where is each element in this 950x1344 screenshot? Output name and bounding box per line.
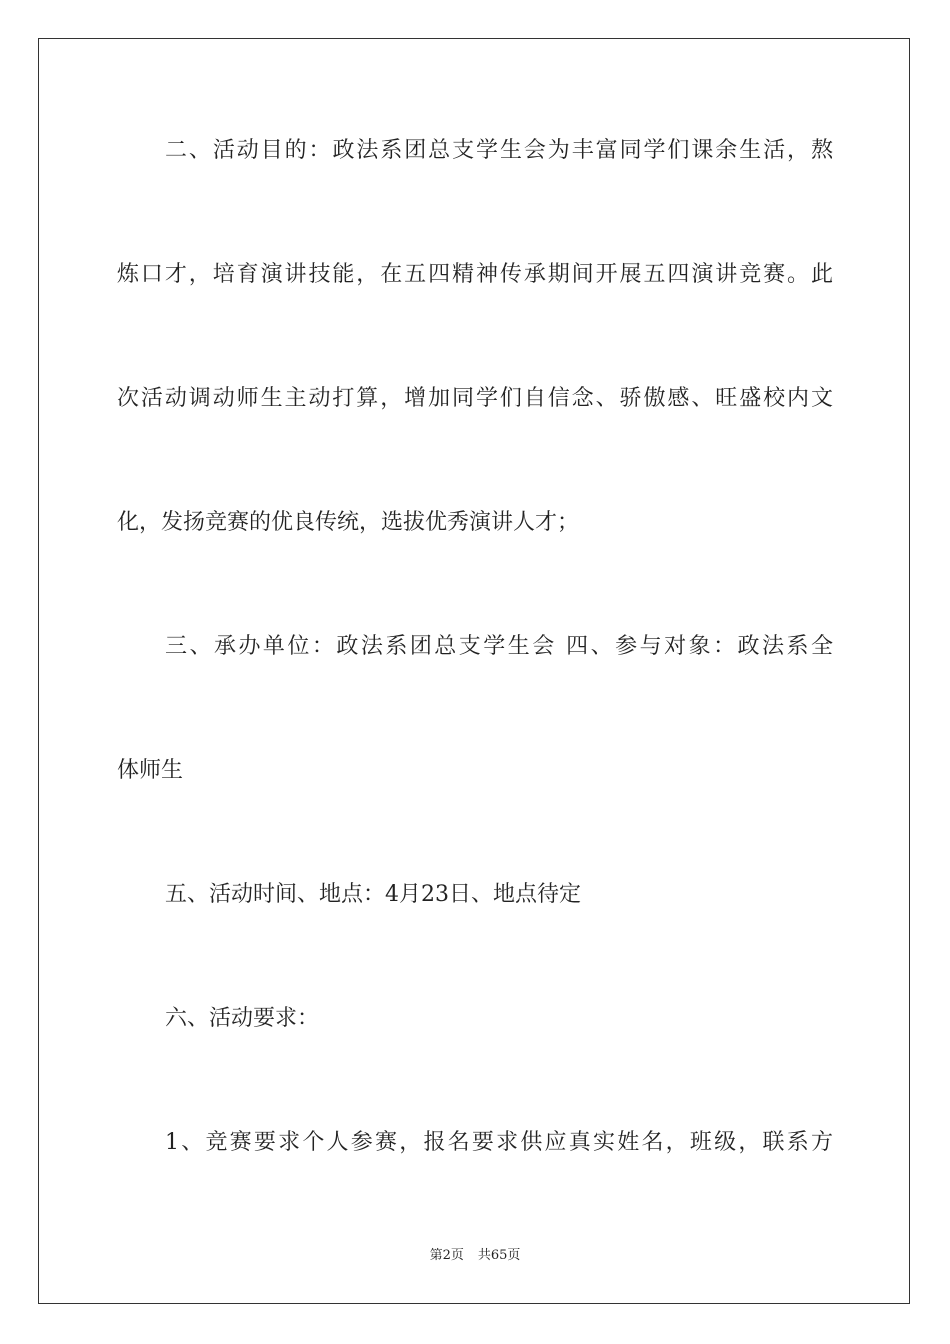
body-line-3: 次活动调动师生主动打算，增加同学们自信念、骄傲感、旺盛校内文 — [117, 386, 833, 411]
page-border — [38, 38, 910, 1304]
page-total: 共65页 — [477, 1248, 521, 1263]
body-line-7: 五、活动时间、地点：4月23日、地点待定 — [165, 882, 581, 907]
body-line-9: 1、竞赛要求个人参赛，报名要求供应真实姓名，班级，联系方 — [165, 1130, 833, 1155]
body-line-2: 炼口才，培育演讲技能，在五四精神传承期间开展五四演讲竞赛。此 — [117, 262, 833, 287]
body-line-4: 化，发扬竞赛的优良传统，选拔优秀演讲人才； — [117, 510, 580, 535]
page-footer — [0, 1247, 950, 1265]
body-line-5: 三、承办单位：政法系团总支学生会 四、参与对象：政法系全 — [165, 634, 833, 659]
page-number: 第2页 — [429, 1248, 464, 1263]
body-line-8: 六、活动要求： — [165, 1006, 320, 1031]
body-line-1: 二、活动目的：政法系团总支学生会为丰富同学们课余生活，熬 — [165, 138, 833, 163]
body-line-6: 体师生 — [117, 758, 184, 783]
